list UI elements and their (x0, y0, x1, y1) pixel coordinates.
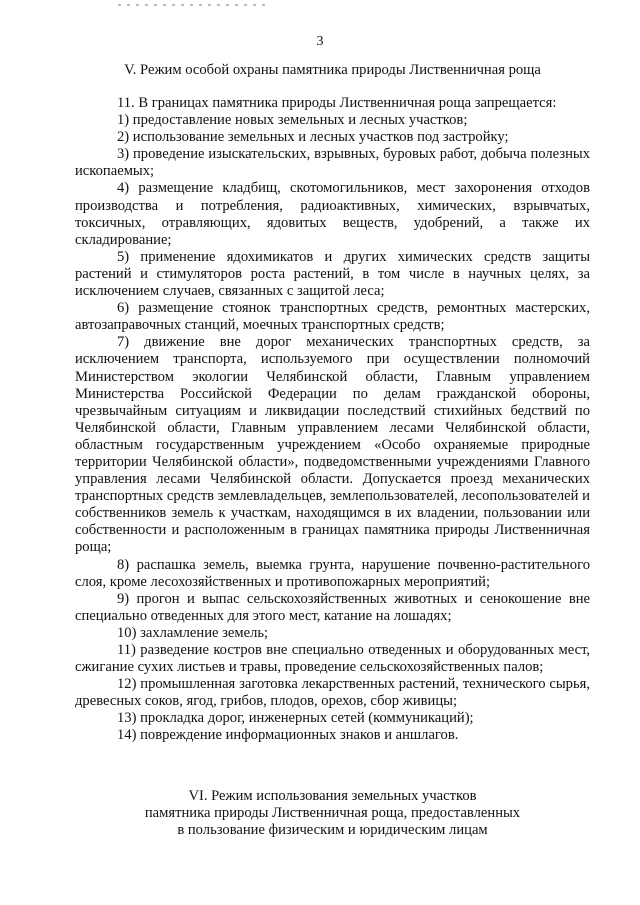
list-item-10: 10) захламление земель; (117, 624, 269, 641)
list-item-14: 14) повреждение информационных знаков и аншлагов. (117, 727, 459, 744)
section-5-body (75, 95, 590, 745)
scan-artifact (118, 4, 268, 6)
list-item-3: 3) проведение изыскательских, взрывных, буровых работ, добыча полезных ископаемых; (75, 146, 590, 180)
list-item-8: 8) распашка земель, выемка грунта, нарушение почвенно-растительного слоя, кроме лесохозяйственных и противопожарных мероприятий; (75, 556, 590, 590)
list-item-11: 11) разведение костров вне специально отведенных и оборудованных мест, сжигание сухих листьев и травы, проведение сельскохозяйственных палов; (75, 642, 590, 676)
list-item-2: 2) использование земельных и лесных участков под застройку; (117, 129, 509, 146)
section-6-title-line: в пользование физическим и юридическим лицам (177, 822, 488, 839)
page-number: 3 (316, 34, 324, 49)
paragraph-intro: 11. В границах памятника природы Лиственничная роща запрещается: (117, 95, 557, 111)
list-item-1: 1) предоставление новых земельных и лесных участков; (117, 112, 468, 129)
list-item-9: 9) прогон и выпас сельскохозяйственных животных и сенокошение вне специально отведенных для этого мест, катание на лошадях; (75, 590, 590, 624)
section-6-title-line: VI. Режим использования земельных участков (188, 788, 477, 804)
section-6-title-line: памятника природы Лиственничная роща, предоставленных (144, 805, 521, 822)
list-item-4: 4) размещение кладбищ, скотомогильников, мест захоронения отходов производства и потребления, радиоактивных, химических, взрывчатых, токсичных, отравляющих, ядовитых веществ, удобрений, а также их складирование; (75, 180, 590, 248)
section-6-title (75, 788, 590, 839)
list-item-7: 7) движение вне дорог механических транспортных средств, за исключением транспорта, используемого при осуществлении полномочий Министерством экологии Челябинской области, Главным управлением Министерства Российской Федерации по делам гражданской обороны, чрезвычайным ситуациям и ликвидации последствий стихийных бедствий по Челябинской области, Главным управлением лесами Челябинской области, областным государственным учреждением «Особо охраняемые природные территории Челябинской области», подведомственными учреждениями Главного управления лесами Челябинской области. Допускается проезд механических транспортных средств землевладельцев, землепользователей, лесопользователей и собственников земель к участкам, находящимся в их владении, пользовании или собственности и расположенным в границах памятника природы Лиственничная роща; (75, 334, 590, 556)
list-item-13: 13) прокладка дорог, инженерных сетей (коммуникаций); (117, 710, 474, 727)
section-5-title: V. Режим особой охраны памятника природы Лиственничная роща (124, 62, 541, 78)
list-item-12: 12) промышленная заготовка лекарственных растений, технического сырья, древесных соков, ягод, грибов, плодов, орехов, сбор живицы; (75, 676, 590, 710)
list-item-6: 6) размещение стоянок транспортных средств, ремонтных мастерских, автозаправочных станций, моечных транспортных средств; (75, 300, 590, 334)
list-item-5: 5) применение ядохимикатов и других химических средств защиты растений и стимуляторов роста растений, в том числе в научных целях, за исключением случаев, связанных с защитой леса; (75, 248, 590, 300)
